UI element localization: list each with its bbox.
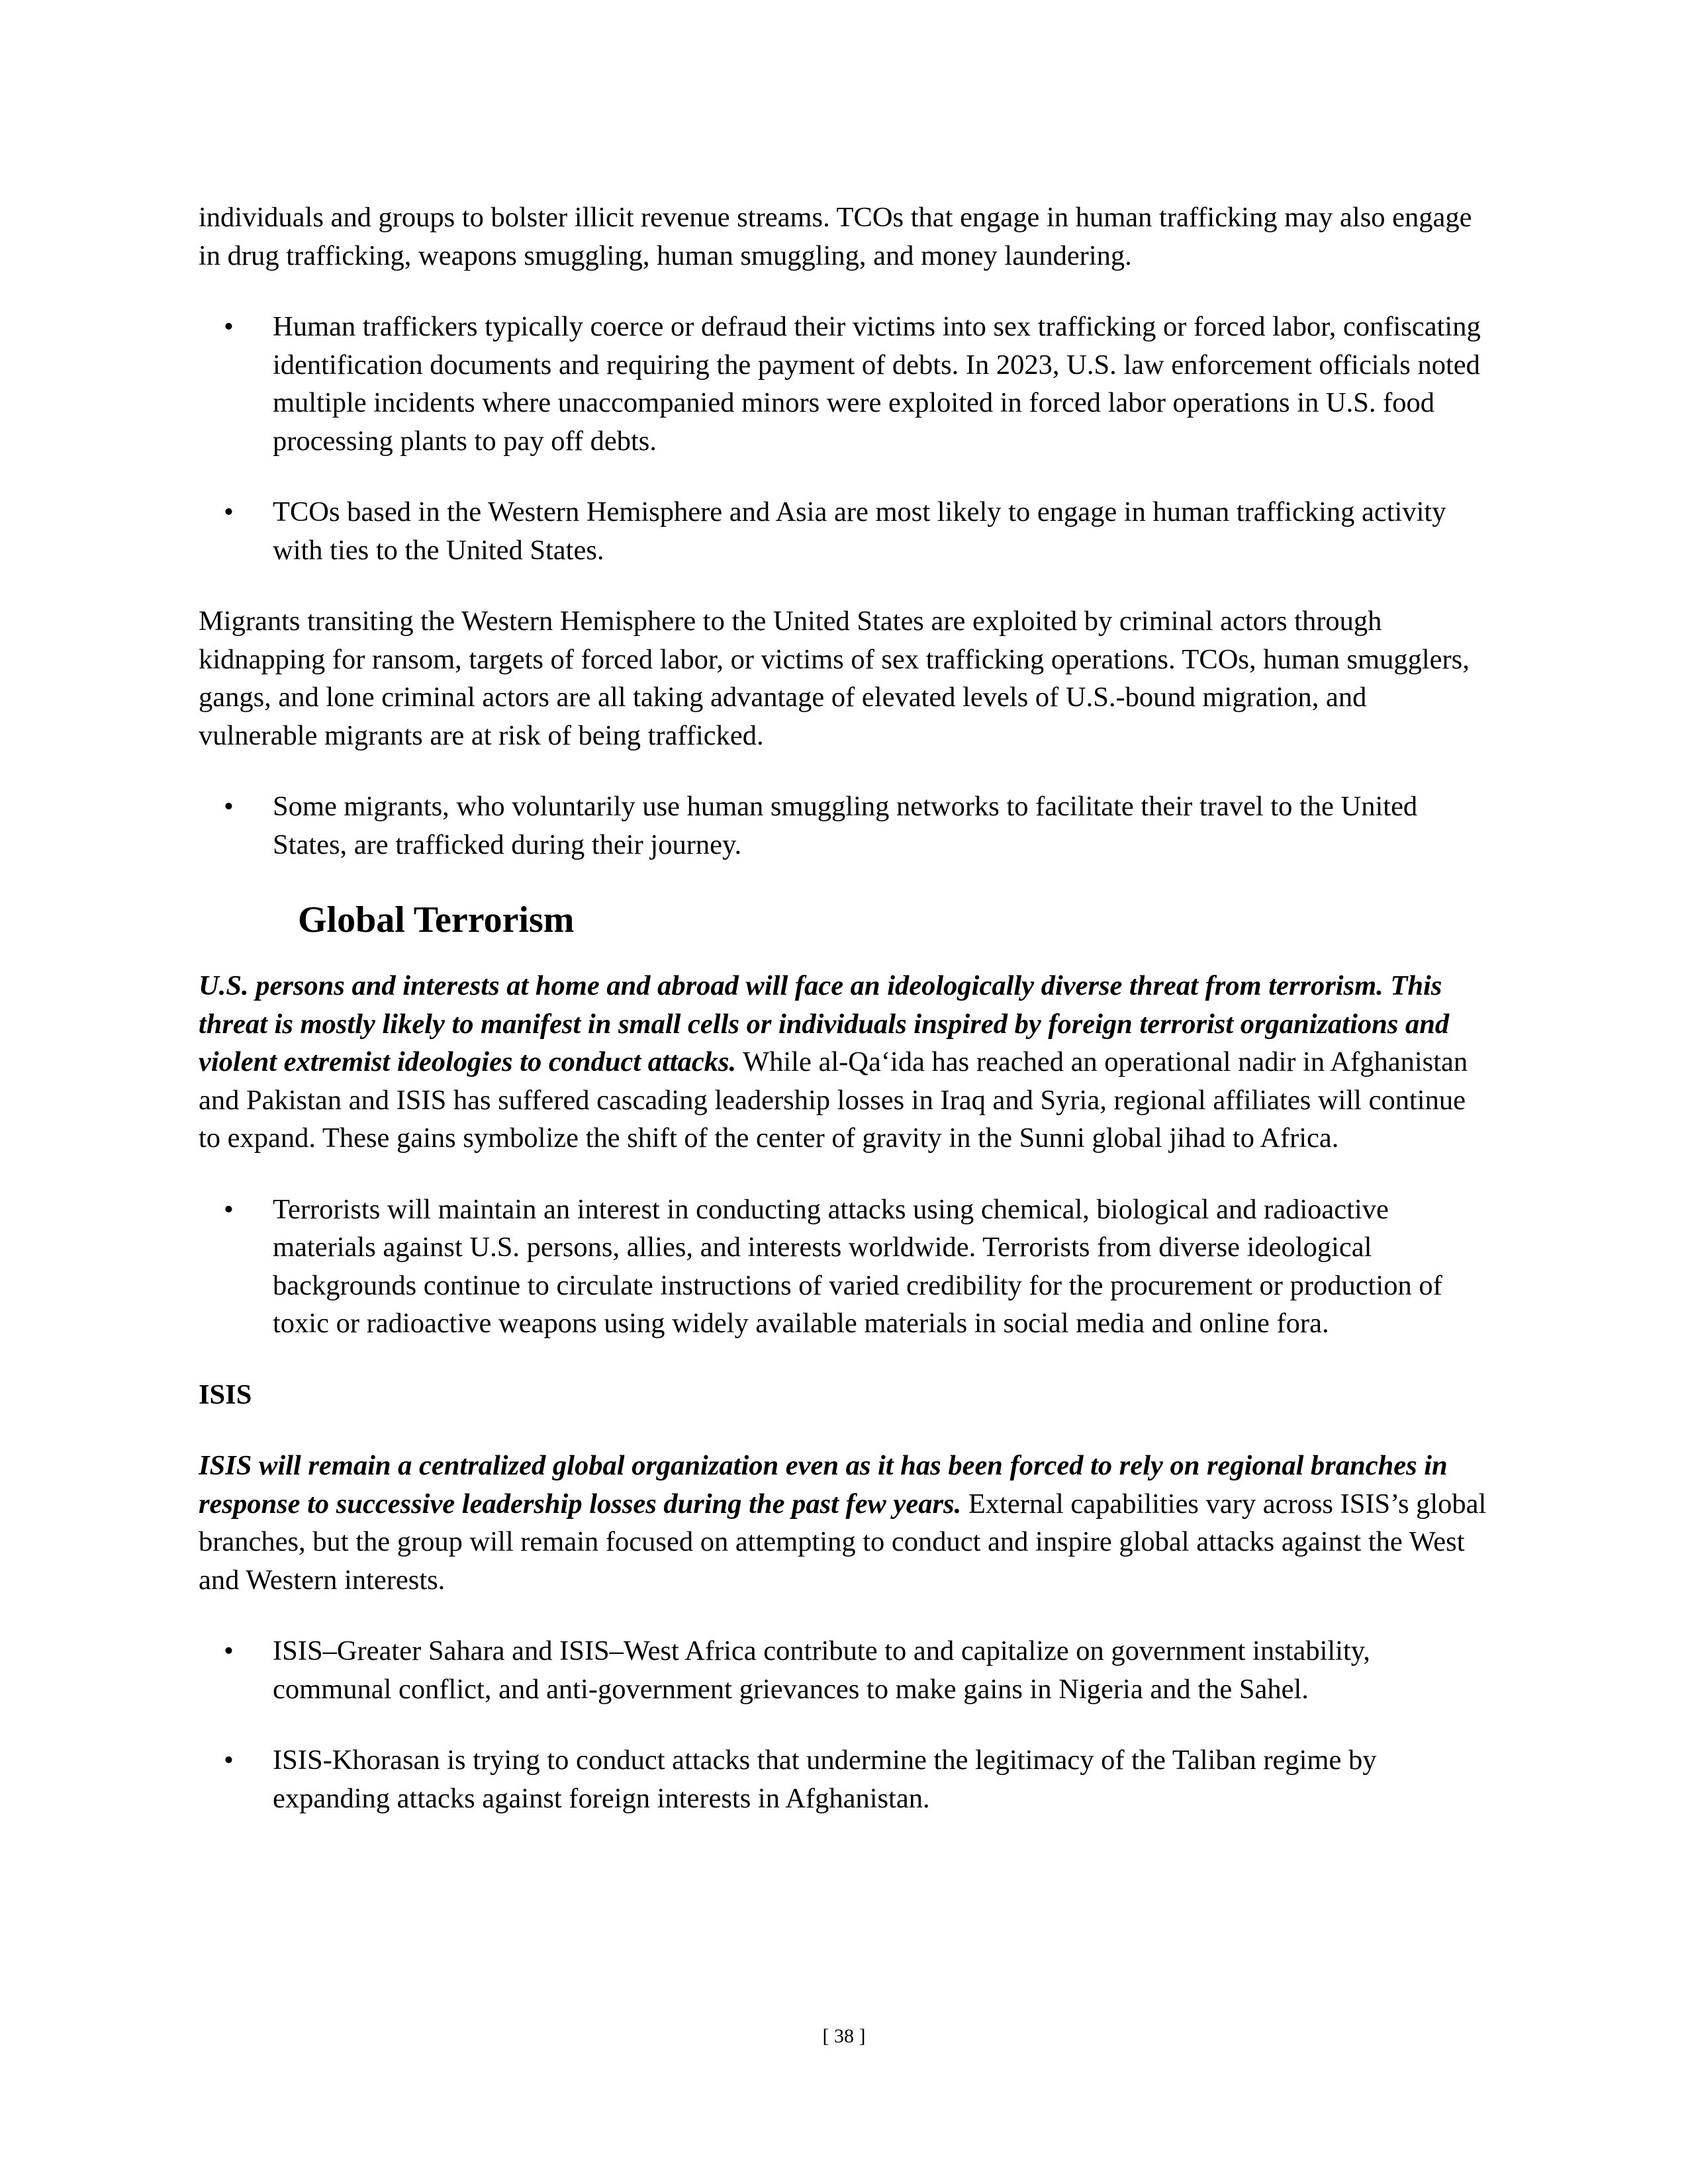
bullet-text: TCOs based in the Western Hemisphere and Asia are most likely to engage in human trafficking activity with ties to the United States. <box>273 496 1446 566</box>
bullet-icon: • <box>224 311 234 342</box>
list-item <box>199 1191 1489 1343</box>
bullet-icon: • <box>224 1635 234 1666</box>
list-item <box>199 1632 1489 1708</box>
bullet-list-terrorism <box>199 1191 1489 1343</box>
intro-paragraph: individuals and groups to bolster illicit revenue streams. TCOs that engage in human trafficking may also engage in drug trafficking, weapons smuggling, human smuggling, and money laundering. <box>199 202 1472 271</box>
page-number: [ 38 ] <box>822 2025 866 2047</box>
list-item <box>199 308 1489 460</box>
isis-paragraph <box>199 1447 1489 1599</box>
bullet-text: Terrorists will maintain an interest in conducting attacks using chemical, biological and radioactive materials against U.S. persons, allies, and interests worldwide. Terrorists from diverse ideological backgrounds continue to circulate instructions of varied credibility for the procurement or production of toxic or radioactive weapons using widely available materials in social media and online fora. <box>273 1193 1442 1339</box>
bullet-text: ISIS-Khorasan is trying to conduct attacks that undermine the legitimacy of the Taliban regime by expanding attacks against foreign interests in Afghanistan. <box>273 1745 1377 1814</box>
terrorism-body: While al-Qa‘ida has reached an operational nadir in Afghanistan and Pakistan and ISIS has suffered cascading leadership losses in Iraq and Syria, regional affiliates will continue to expand. These gains symbolize the shift of the center of gravity in the Sunni global jihad to Africa. <box>199 1046 1468 1154</box>
bullet-icon: • <box>224 791 234 822</box>
terrorism-lead: U.S. persons and interests at home and abroad will face an ideologically diverse threat from terrorism. This threat is mostly likely to manifest in small cells or individuals inspired by foreign terrorist organizations and violent extremist ideologies to conduct attacks. <box>199 970 1450 1077</box>
bullet-icon: • <box>224 496 234 527</box>
terrorism-paragraph <box>199 967 1489 1158</box>
list-item <box>199 1741 1489 1817</box>
section-title: Global Terrorism <box>298 899 575 940</box>
bullet-text: Some migrants, who voluntarily use human smuggling networks to facilitate their travel to the United States, are trafficked during their journey. <box>273 791 1418 860</box>
bullet-icon: • <box>224 1745 234 1776</box>
bullet-text: ISIS–Greater Sahara and ISIS–West Africa contribute to and capitalize on government instability, communal conflict, and anti-government grievances to make gains in Nigeria and the Sahel. <box>273 1635 1370 1705</box>
bullet-list-trafficking <box>199 308 1489 569</box>
document-page <box>199 199 1489 1850</box>
list-item <box>199 788 1489 864</box>
bullet-list-migrants <box>199 788 1489 864</box>
migrants-paragraph: Migrants transiting the Western Hemisphere to the United States are exploited by criminal actors through kidnapping for ransom, targets of forced labor, or victims of sex trafficking operations. TCOs, human smugglers, gangs, and lone criminal actors are all taking advantage of elevated levels of U.S.-bound migration, and vulnerable migrants are at risk of being trafficked. <box>199 606 1470 751</box>
bullet-icon: • <box>224 1193 234 1225</box>
bullet-text: Human traffickers typically coerce or defraud their victims into sex trafficking or forced labor, confiscating identification documents and requiring the payment of debts. In 2023, U.S. law enforcement officials noted multiple incidents where unaccompanied minors were exploited in forced labor operations in U.S. food processing plants to pay off debts. <box>273 311 1481 457</box>
isis-heading: ISIS <box>199 1379 252 1410</box>
isis-body: External capabilities vary across ISIS’s global branches, but the group will remain focused on attempting to conduct and inspire global attacks against the West and Western interests. <box>199 1488 1487 1596</box>
bullet-list-isis <box>199 1632 1489 1817</box>
list-item <box>199 493 1489 569</box>
isis-lead: ISIS will remain a centralized global organization even as it has been forced to rely on regional branches in response to successive leadership losses during the past few years. <box>199 1450 1448 1520</box>
